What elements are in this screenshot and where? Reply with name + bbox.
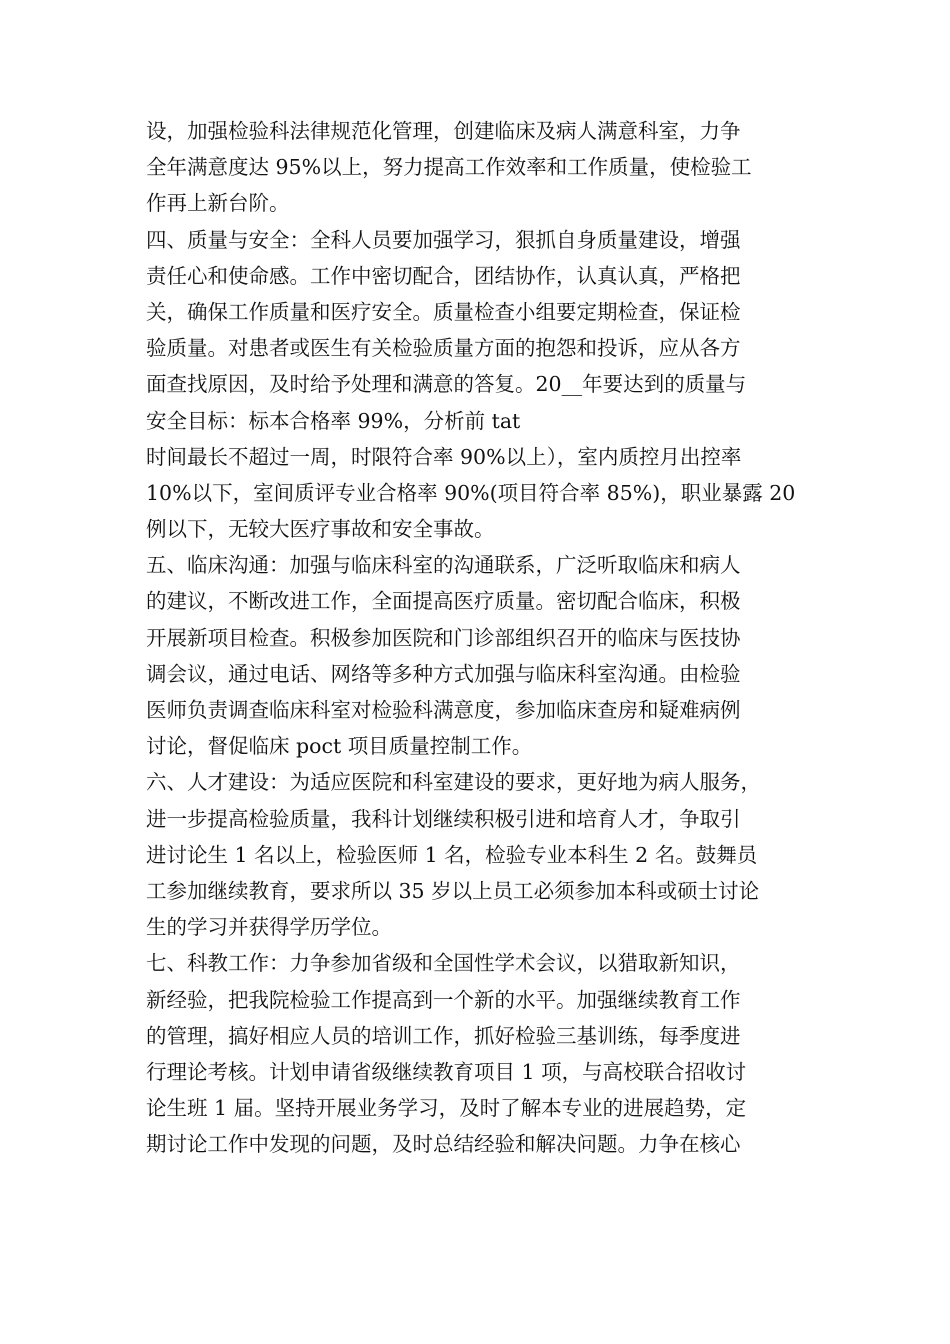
text-line: 例以下，无较大医疗事故和安全事故。 [146,517,495,542]
section-heading-line: 四、质量与安全：全科人员要加强学习，狠抓自身质量建设，增强 [146,227,741,252]
text-line: 验质量。对患者或医生有关检验质量方面的抱怨和投诉，应从各方 [146,336,741,361]
section-heading-line: 七、科教工作：力争参加省级和全国性学术会议，以猎取新知识， [146,951,741,976]
text-line: 10%以下，室间质评专业合格率 90%(项目符合率 85%)，职业暴露 20 [146,480,796,505]
text-line: 时间最长不超过一周，时限符合率 90%以上），室内质控月出控率 [146,444,742,469]
text-line: 安全目标：标本合格率 99%，分析前 tat [146,408,521,433]
text-line: 进一步提高检验质量，我科计划继续积极引进和培育人才，争取引 [146,806,741,831]
text-line: 调会议，通过电话、网络等多种方式加强与临床科室沟通。由检验 [146,661,741,686]
text-line: 设，加强检验科法律规范化管理，创建临床及病人满意科室，力争 [146,119,741,143]
text-line: 关，确保工作质量和医疗安全。质量检查小组要定期检查，保证检 [146,299,741,324]
text-line: 工参加继续教育，要求所以 35 岁以上员工必须参加本科或硕士讨论 [146,878,760,903]
text-line: 的管理，搞好相应人员的培训工作，抓好检验三基训练，每季度进 [146,1023,741,1048]
section-heading-line: 五、临床沟通：加强与临床科室的沟通联系，广泛听取临床和病人 [146,553,741,578]
text-line: 作再上新台阶。 [146,191,290,216]
text-line: 论生班 1 届。坚持开展业务学习，及时了解本专业的进展趋势，定 [146,1096,747,1121]
text-line: 进讨论生 1 名以上，检验医师 1 名，检验专业本科生 2 名。鼓舞员 [146,842,758,867]
section-heading-line: 六、人才建设：为适应医院和科室建设的要求，更好地为病人服务， [146,770,761,795]
body-text [146,113,816,1162]
text-line: 的建议，不断改进工作，全面提高医疗质量。密切配合临床，积极 [146,589,741,614]
text-line: 医师负责调查临床科室对检验科满意度，参加临床查房和疑难病例 [146,698,741,722]
text-line: 新经验，把我院检验工作提高到一个新的水平。加强继续教育工作 [146,987,741,1012]
text-line: 开展新项目检查。积极参加医院和门诊部组织召开的临床与医技协 [146,625,741,650]
text-line: 面查找原因，及时给予处理和满意的答复。20__年要达到的质量与 [146,372,747,397]
text-line: 生的学习并获得学历学位。 [146,915,392,940]
text-line: 行理论考核。计划申请省级继续教育项目 1 项，与高校联合招收讨 [146,1059,747,1084]
text-line: 全年满意度达 95%以上，努力提高工作效率和工作质量，使检验工 [146,155,752,180]
text-line: 期讨论工作中发现的问题，及时总结经验和解决问题。力争在核心 [146,1132,741,1157]
text-line: 责任心和使命感。工作中密切配合，团结协作，认真认真，严格把 [146,263,741,288]
text-line: 讨论，督促临床 poct 项目质量控制工作。 [146,734,533,759]
